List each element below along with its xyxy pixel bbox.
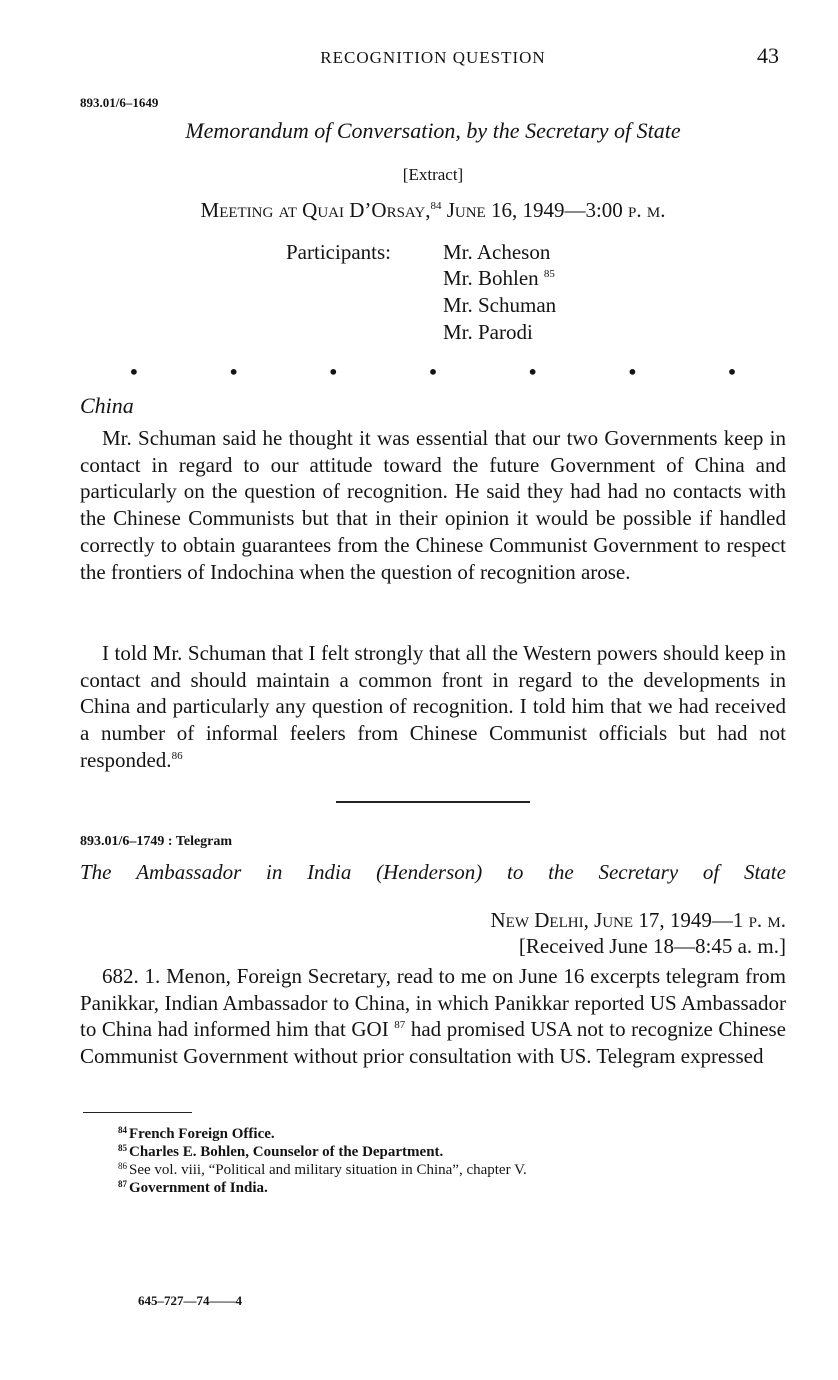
footnote: $^{85}$ Charles E. Bohlen, Counselor of the Department. [118,1143,444,1160]
participants-label: Participants: [286,240,391,264]
ellipsis-dot: • [128,360,140,384]
footnote-ref: 87 [394,1019,406,1032]
section-heading: China [80,393,134,418]
meeting-text: Meeting at Quai D’Orsay, [200,198,431,222]
paragraph: 682. 1. Menon, Foreign Secretary, read to me on June 16 excerpts telegram from Panikkar, Indian Ambassador to China, in which Panikkar reported US Ambassador to China had informed him that GOI $^{87}$ had promised USA not to recognize Chinese Communist Government without prior consultation with US. Telegram expressed [80,964,787,1069]
footnote-ref: 84 [430,200,442,212]
meeting-line [80,198,786,223]
extract-label: [Extract] [402,165,464,184]
print-code: 645–727—74——4 [138,1293,242,1308]
participant-name: Mr. Parodi [443,320,533,344]
footnote: $^{84}$ French Foreign Office. [118,1125,275,1142]
ellipsis-dot: • [327,360,340,384]
ellipsis-dot: • [626,360,639,384]
footnote: $^{86}$ See vol. viii, “Political and military situation in China”, chapter V. [118,1161,527,1178]
ellipsis-dot: • [726,360,738,384]
section-divider [336,801,530,803]
paragraph: Mr. Schuman said he thought it was essential that our two Governments keep in contact in regard to our attitude toward the future Government of China and particularly on the question of recognition. He said they had had no contacts with the Chinese Communists but that in their opinion it would be possible if handled correctly to obtain guarantees from the Chinese Communist Government to respect the frontiers of Indochina when the question of recognition arose. [80,426,786,584]
participant-name: Mr. Schuman [443,293,557,317]
document-title: Memorandum of Conversation, by the Secretary of State [185,118,681,143]
dateline: New Delhi, June 17, 1949—1 p. m. [490,908,786,932]
file-number: 893.01/6–1749 : Telegram [80,834,233,849]
ellipsis-dot: • [427,360,439,384]
file-number: 893.01/6–1649 [80,95,159,110]
footnote-ref: 86 [171,749,183,762]
footnote-ref: 85 [543,268,555,280]
running-title: RECOGNITION QUESTION [320,48,546,67]
ellipsis-row [80,360,786,384]
participant-name: Mr. Bohlen $^{85}$ [443,266,555,290]
meeting-date: June 16, 1949—3:00 p. m. [441,198,666,222]
page-number: 43 [757,43,779,68]
footnote: $^{87}$ Government of India. [118,1179,268,1196]
document-title: The Ambassador in India (Henderson) to the Secretary of State [80,860,786,884]
ellipsis-dot: • [227,360,240,384]
participant-name: Mr. Acheson [443,240,551,264]
paragraph: I told Mr. Schuman that I felt strongly that all the Western powers should keep in contact and should maintain a common front in regard to the developments in China and particularly any question of recognition. I told him that we had received a number of informal feelers from Chinese Communist officials but had not responded.$^{86}$ [80,641,786,772]
footnote-divider [83,1112,192,1113]
ellipsis-dot: • [526,360,539,384]
received-line: [Received June 18—8:45 a. m.] [518,934,786,958]
